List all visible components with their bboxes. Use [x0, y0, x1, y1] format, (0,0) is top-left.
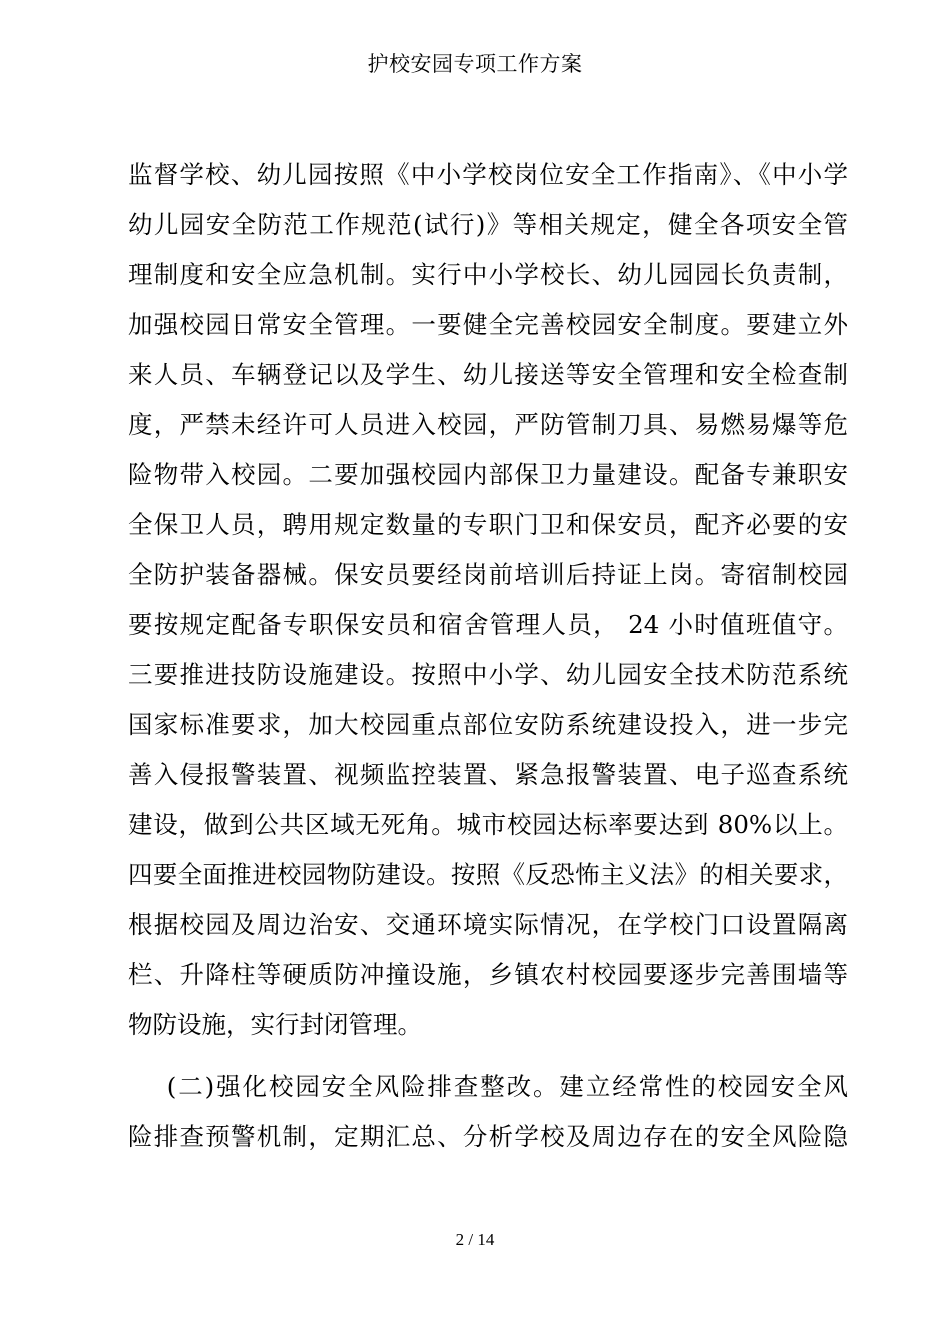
text-line: (二)强化校园安全风险排查整改。建立经常性的校园安全风 — [128, 1072, 848, 1101]
text-line: 要按规定配备专职保安员和宿舍管理人员， 24 小时值班值守。 — [128, 610, 848, 639]
text-line: 根据校园及周边治安、交通环境实际情况，在学校门口设置隔离 — [128, 910, 848, 939]
text-line: 险物带入校园。二要加强校园内部保卫力量建设。配备专兼职安 — [128, 460, 848, 489]
paragraph-gap — [128, 1050, 848, 1062]
text-line: 栏、升降柱等硬质防冲撞设施，乡镇农村校园要逐步完善围墙等 — [128, 960, 848, 989]
text-line: 全保卫人员，聘用规定数量的专职门卫和保安员，配齐必要的安 — [128, 510, 848, 539]
text-line: 善入侵报警装置、视频监控装置、紧急报警装置、电子巡查系统 — [128, 760, 848, 789]
document-body — [128, 150, 848, 1162]
page-number: 2 / 14 — [455, 1230, 495, 1249]
text-line: 四要全面推进校园物防建设。按照《反恐怖主义法》的相关要求， — [128, 860, 848, 889]
text-line: 三要推进技防设施建设。按照中小学、幼儿园安全技术防范系统 — [128, 660, 848, 689]
page-header-title: 护校安园专项工作方案 — [367, 52, 583, 76]
text-line: 国家标准要求，加大校园重点部位安防系统建设投入，进一步完 — [128, 710, 848, 739]
paragraph — [128, 150, 848, 1050]
text-line: 物防设施，实行封闭管理。 — [128, 1010, 422, 1039]
text-line: 全防护装备器械。保安员要经岗前培训后持证上岗。寄宿制校园 — [128, 560, 848, 589]
text-line: 来人员、车辆登记以及学生、幼儿接送等安全管理和安全检查制 — [128, 360, 848, 389]
text-line: 理制度和安全应急机制。实行中小学校长、幼儿园园长负责制， — [128, 260, 848, 289]
text-line: 险排查预警机制，定期汇总、分析学校及周边存在的安全风险隐 — [128, 1122, 848, 1151]
text-line: 度，严禁未经许可人员进入校园，严防管制刀具、易燃易爆等危 — [128, 410, 848, 439]
text-line: 幼儿园安全防范工作规范(试行)》等相关规定，健全各项安全管 — [128, 210, 848, 239]
text-line: 监督学校、幼儿园按照《中小学校岗位安全工作指南》、《中小学 — [128, 160, 848, 189]
text-line: 建设，做到公共区域无死角。城市校园达标率要达到 80%以上。 — [128, 810, 848, 839]
paragraph — [128, 1062, 848, 1162]
text-line: 加强校园日常安全管理。一要健全完善校园安全制度。要建立外 — [128, 310, 848, 339]
